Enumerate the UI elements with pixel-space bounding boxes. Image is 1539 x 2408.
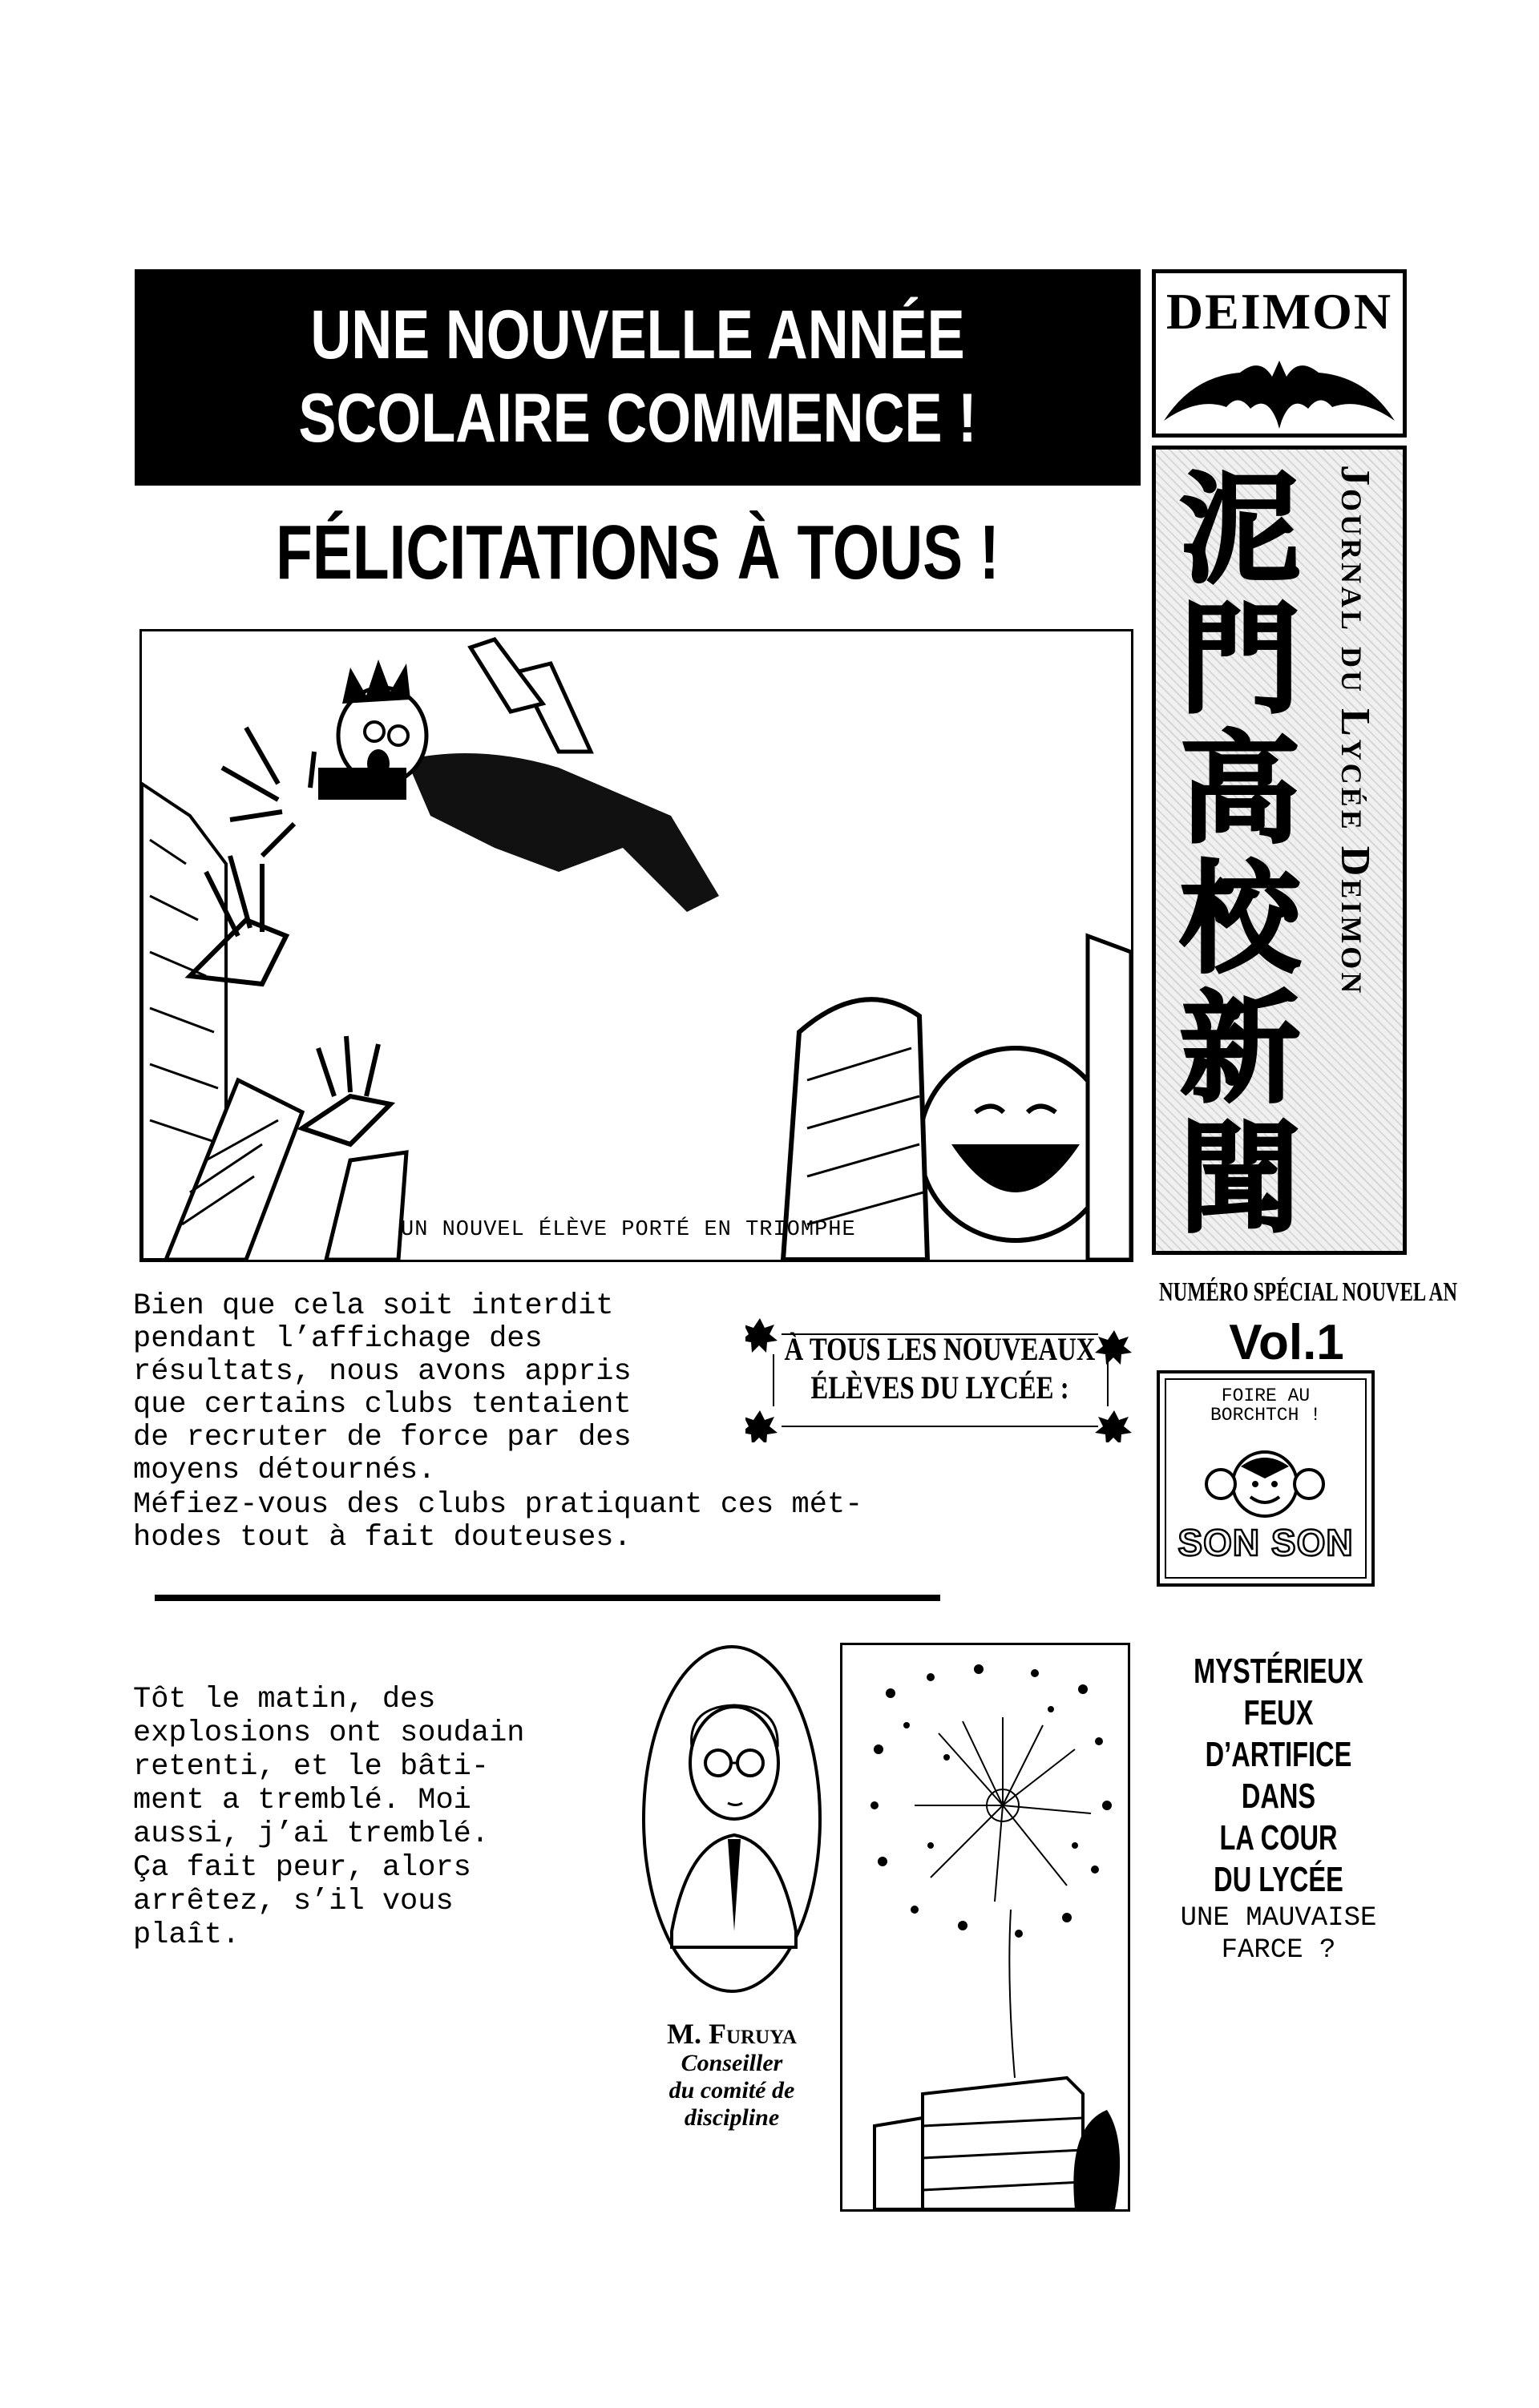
headline-line-2: SCOLAIRE COMMENCE !: [298, 380, 977, 457]
masthead-kanji: [1160, 459, 1320, 1249]
article-1-line: hodes tout à fait douteuses.: [133, 1521, 632, 1555]
kanji-4: 校: [1179, 849, 1300, 990]
side-article-headline: [1181, 1651, 1376, 1901]
fireworks-illustration: [840, 1643, 1130, 2212]
article-2-line: Ça fait peur, alors: [133, 1851, 471, 1885]
article-2-line: arrêtez, s’il vous: [133, 1885, 454, 1918]
side-headline-line: D’ARTIFICE DANS: [1205, 1735, 1352, 1816]
logo-text: DEIMON: [1165, 283, 1393, 340]
person-role-line-3: discipline: [684, 2104, 780, 2131]
article-1-line: résultats, nous avons appris: [133, 1355, 632, 1389]
article-2-line: Tôt le matin, des: [133, 1683, 436, 1716]
article-1-line: que certains clubs tentaient: [133, 1388, 632, 1422]
monkey-face-icon: [1185, 1442, 1345, 1523]
ad-name: SON SON: [1177, 1522, 1354, 1563]
article-2-line: ment a tremblé. Moi: [133, 1784, 471, 1817]
person-role-line-2: du comité de: [669, 2077, 795, 2103]
person-role-line-1: Conseiller: [681, 2050, 783, 2076]
headline: [225, 293, 1050, 460]
ad-title: [1165, 1386, 1367, 1425]
vertical-title-column: [1332, 465, 1395, 1234]
kanji-1: 泥: [1179, 459, 1300, 600]
portrait-oval: [640, 1643, 824, 1995]
special-issue-label: NUMÉRO SPÉCIAL NOUVEL AN: [1159, 1277, 1458, 1307]
vertical-title: Journal du Lycée Deimon: [1332, 465, 1378, 997]
article-1-line: Méfiez-vous des clubs pratiquant ces mét-: [133, 1488, 863, 1522]
photo-illustration: [139, 629, 1133, 1262]
article-1: [133, 1290, 686, 1487]
article-2-line: retenti, et le bâti-: [133, 1750, 490, 1784]
article-2-line: plaît.: [133, 1918, 240, 1952]
section-divider: [155, 1595, 940, 1601]
fireworks-drawing: [842, 1645, 1128, 2209]
article-2-line: aussi, j’ai tremblé.: [133, 1817, 490, 1851]
notice: [781, 1330, 1100, 1407]
volume-number: Vol.1: [1229, 1315, 1344, 1370]
kanji-2: 門: [1179, 589, 1300, 730]
bat-logo-icon: [1160, 345, 1399, 433]
celebration-drawing: [142, 631, 1131, 1260]
side-headline-line: FEUX: [1243, 1693, 1314, 1732]
side-headline-line: MYSTÉRIEUX: [1194, 1652, 1363, 1691]
notice-line-2: ÉLÈVES DU LYCÉE :: [810, 1369, 1069, 1406]
kanji-5: 新: [1179, 978, 1300, 1119]
headline-line-1: UNE NOUVELLE ANNÉE: [310, 296, 965, 373]
ad-title-line-2: BORCHTCH !: [1210, 1405, 1322, 1426]
side-subheading-line-1: UNE MAUVAISE: [1180, 1903, 1377, 1934]
notice-line-1: À TOUS LES NOUVEAUX: [784, 1331, 1096, 1367]
article-1-line: Bien que cela soit interdit: [133, 1289, 614, 1323]
article-1-line: de recruter de force par des: [133, 1421, 632, 1454]
article-1-line: moyens détournés.: [133, 1454, 436, 1487]
side-headline-line: LA COUR: [1219, 1818, 1338, 1857]
kanji-6: 聞: [1179, 1108, 1300, 1249]
article-1-continued: [133, 1489, 991, 1555]
side-headline-line: DU LYCÉE: [1214, 1860, 1343, 1899]
side-article-subheading: [1146, 1902, 1411, 1966]
ad-title-line-1: FOIRE AU: [1221, 1386, 1311, 1406]
article-2: [133, 1683, 566, 1952]
photo-caption: UN NOUVEL ÉLÈVE PORTÉ EN TRIOMPHE: [401, 1218, 856, 1242]
side-subheading-line-2: FARCE ?: [1221, 1935, 1336, 1966]
article-1-line: pendant l’affichage des: [133, 1322, 543, 1356]
person-caption: [624, 2018, 840, 2132]
kanji-3: 高: [1179, 719, 1300, 860]
person-name: M. Furuya: [667, 2018, 797, 2050]
sub-headline: FÉLICITATIONS À TOUS !: [276, 510, 1000, 595]
article-2-line: explosions ont soudain: [133, 1716, 525, 1750]
